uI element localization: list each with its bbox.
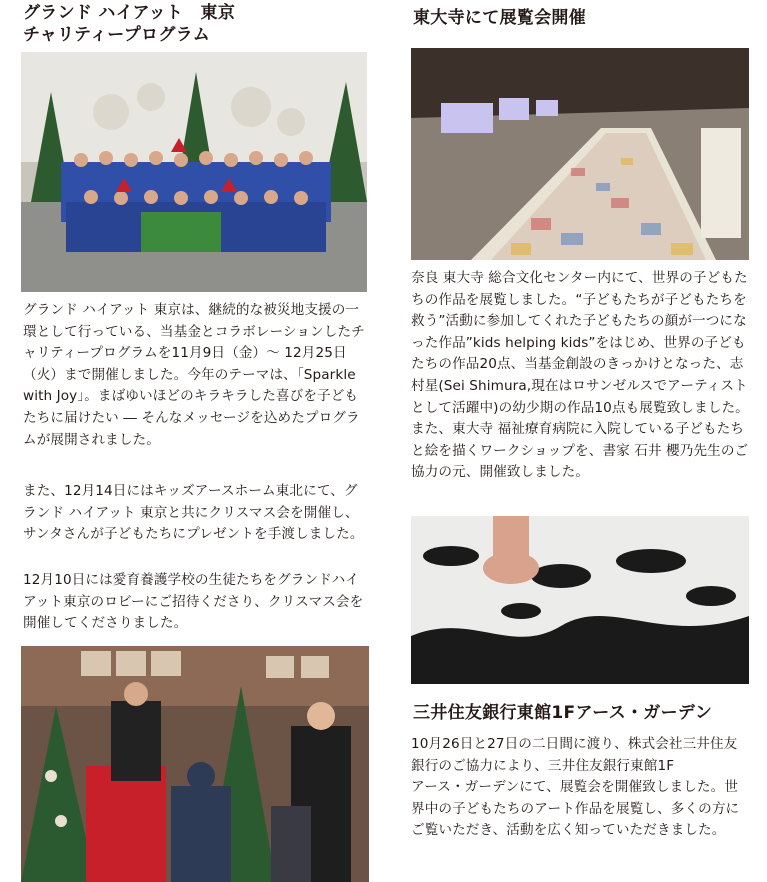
todaiji-exhibition-photo xyxy=(411,48,749,260)
smbc-paragraph: 10月26日と27日の二日間に渡り、株式会社三井住友銀行のご協力により、三井住友銀行東館1F アース・ガーデンにて、展覧会を開催致しました。世界中の子どもたちのアート作品を展覧し、多くの方にご覧いただき、活動を広く知っていただきました。 xyxy=(411,736,740,839)
foot-painting-photo xyxy=(411,516,749,684)
grand-hyatt-title: グランド ハイアット 東京 チャリティープログラム xyxy=(23,3,236,45)
grand-hyatt-paragraph-3: 12月10日には愛育養護学校の生徒たちをグランドハイアット東京のロビーにご招待くださり、クリスマス会を開催してくださりました。 xyxy=(23,572,364,632)
grand-hyatt-paragraph-2: また、12月14日にはキッズアースホーム東北にて、グランド ハイアット 東京と共にクリスマス会を開催し、サンタさんが子どもたちにプレゼントを手渡しました。 xyxy=(23,483,364,543)
santa-photo xyxy=(21,646,369,882)
grand-hyatt-paragraph-1: グランド ハイアット 東京は、継続的な被災地支援の一環として行っている、当基金とコラボレーションしたチャリティープログラムを11月9日（金）〜 12月25日（火）まで開催しました。今年のテーマは、「Sparkle with Joy」。まばゆいほどのキラキラした喜びを子どもたちに届けたい ― そんなメッセージを込めたプログラムが展開されました。 xyxy=(23,302,365,448)
group-photo xyxy=(21,52,367,292)
todaiji-paragraph: 奈良 東大寺 総合文化センター内にて、世界の子どもたちの作品を展覧しました。“子どもたちが子どもたちを救う”活動に参加してくれた子どもたちの顔が一つになった作品”kids helping kids”をはじめ、世界の子どもたちの作品20点、当基金創設のきっかけとなった、志村星(Sei Shimura,現在はロサンゼルスでアーティストとして活躍中)の幼少期の作品10点も展覧致しました。また、東大寺 福祉療育病院に入院している子どもたちと絵を描くワークショップを、書家 石井 櫻乃先生のご協力の元、開催致しました。 xyxy=(411,270,749,481)
todaiji-title: 東大寺にて展覧会開催 xyxy=(413,8,586,28)
smbc-title: 三井住友銀行東館1Fアース・ガーデン xyxy=(413,703,713,723)
